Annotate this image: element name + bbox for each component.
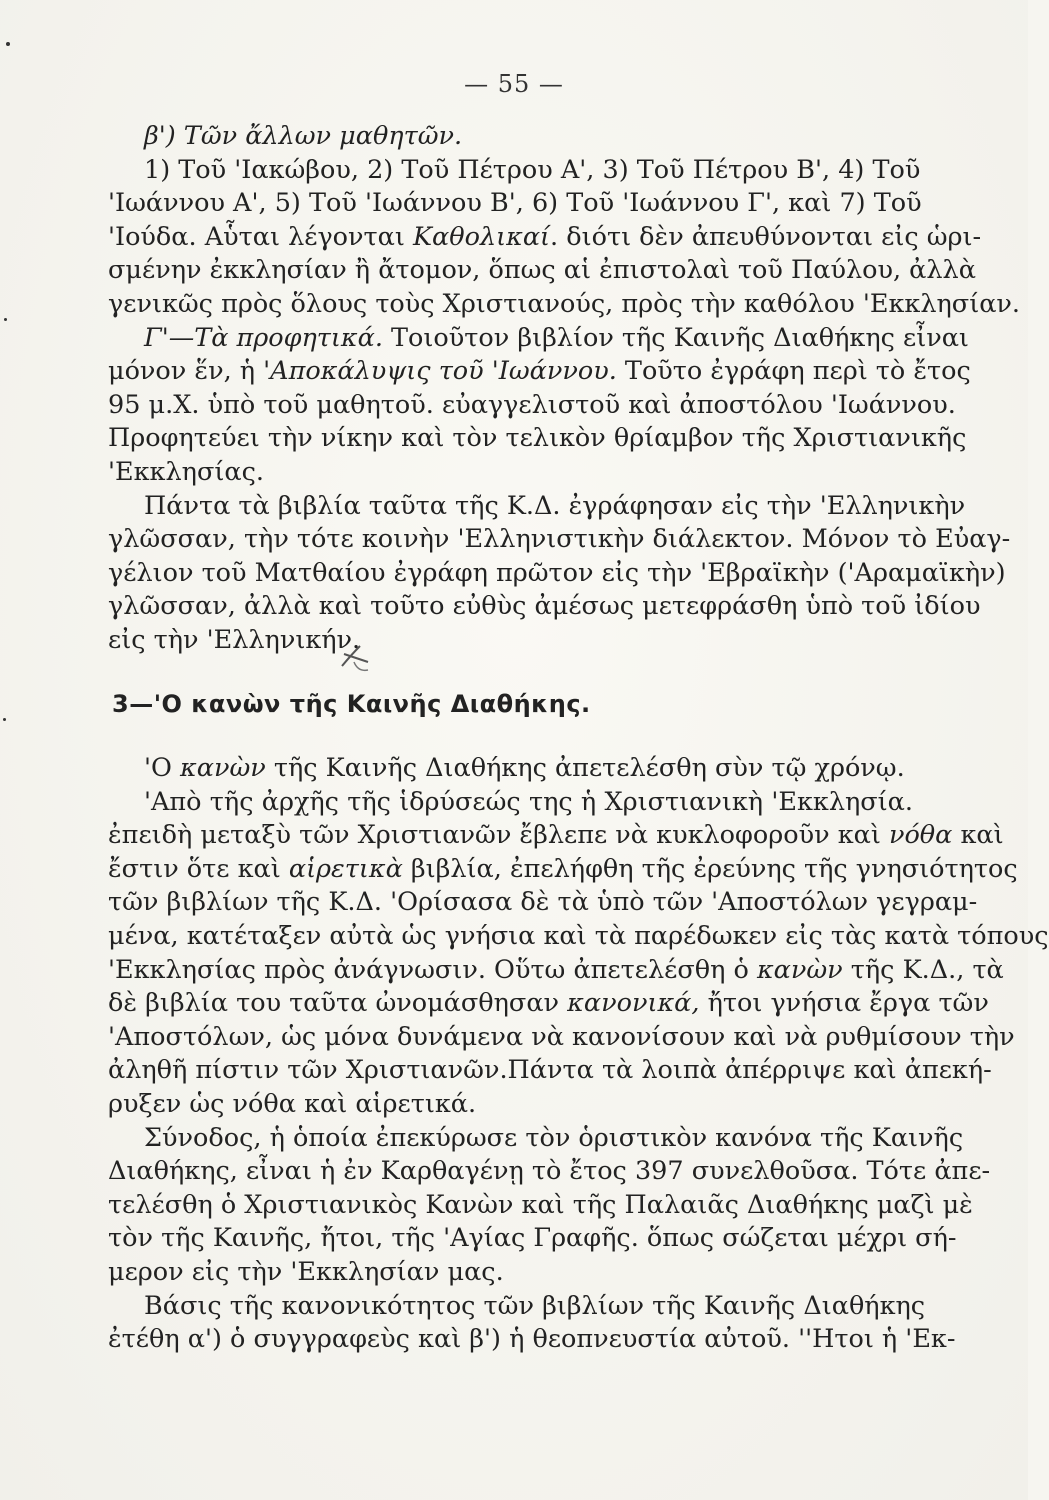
- text-block-canon: [108, 752, 1049, 1357]
- text-line: γλῶσσαν, τὴν τότε κοινὴν 'Ελληνιστικὴν διάλεκτον. Μόνον τὸ Εὐαγ-: [108, 524, 1011, 555]
- text-line: 'Ο κανὼν τῆς Καινῆς Διαθήκης ἀπετελέσθη σὺν τῷ χρόνῳ.: [144, 753, 905, 783]
- text-line: 1) Τοῦ 'Ιακώβου, 2) Τοῦ Πέτρου Α', 3) Τοῦ Πέτρου Β', 4) Τοῦ: [144, 154, 921, 185]
- text-line: Προφητεύει τὴν νίκην καὶ τὸν τελικὸν θρίαμβον τῆς Χριστιανικῆς: [108, 423, 967, 454]
- text-line: γενικῶς πρὸς ὅλους τοὺς Χριστιανούς, πρὸς τὴν καθόλου 'Εκκλησίαν.: [108, 288, 1021, 319]
- text-line: δὲ βιβλία του ταῦτα ὠνομάσθησαν κανονικά, ἤτοι γνήσια ἔργα τῶν: [108, 988, 989, 1019]
- text-line: σμένην ἐκκλησίαν ἢ ἄτομον, ὅπως αἱ ἐπιστολαὶ τοῦ Παύλου, ἀλλὰ: [108, 255, 976, 286]
- scan-speck: [3, 718, 6, 721]
- text-line: μερον εἰς τὴν 'Εκκλησίαν μας.: [108, 1256, 504, 1287]
- text-line: γλῶσσαν, ἀλλὰ καὶ τοῦτο εὐθὺς ἀμέσως μετεφράσθη ὑπὸ τοῦ ἰδίου: [108, 591, 981, 622]
- text-line: 'Ιούδα. Αὗται λέγονται Καθολικαί. διότι δὲν ἀπευθύνονται εἰς ὡρι-: [108, 221, 982, 252]
- text-line: μόνον ἕν, ἡ 'Αποκάλυψις τοῦ 'Ιωάννου. Τοῦτο ἐγράφη περὶ τὸ ἔτος: [108, 356, 971, 387]
- text-line: Πάντα τὰ βιβλία ταῦτα τῆς Κ.Δ. ἐγράφησαν εἰς τὴν 'Ελληνικὴν: [144, 490, 966, 521]
- handwritten-mark-icon: [338, 640, 374, 676]
- text-line: εἰς τὴν 'Ελληνικήν.: [108, 624, 361, 655]
- scan-speck: [6, 42, 10, 46]
- page-number: — 55 —: [464, 70, 564, 98]
- text-line: τῶν βιβλίων τῆς Κ.Δ. 'Ορίσασα δὲ τὰ ὑπὸ τῶν 'Αποστόλων γεγραμ-: [108, 887, 978, 918]
- text-line: 'Εκκλησίας πρὸς ἀνάγνωσιν. Οὕτω ἀπετελέσθη ὁ κανὼν τῆς Κ.Δ., τὰ: [108, 954, 1004, 985]
- text-line: ἔστιν ὅτε καὶ αἱρετικὰ βιβλία, ἐπελήφθη τῆς ἐρεύνης τῆς γνησιότητος: [108, 853, 1018, 884]
- text-line: Σύνοδος, ἡ ὁποία ἐπεκύρωσε τὸν ὁριστικὸν κανόνα τῆς Καινῆς: [144, 1122, 964, 1153]
- text-line: ρυξεν ὡς νόθα καὶ αἱρετικά.: [108, 1088, 477, 1119]
- text-line: 'Ιωάννου Α', 5) Τοῦ 'Ιωάννου Β', 6) Τοῦ 'Ιωάννου Γ', καὶ 7) Τοῦ: [108, 188, 922, 219]
- text-line: 'Αποστόλων, ὡς μόνα δυνάμενα νὰ κανονίσουν καὶ νὰ ρυθμίσουν τὴν: [108, 1021, 1015, 1052]
- text-line: Διαθήκης, εἶναι ἡ ἐν Καρθαγένῃ τὸ ἔτος 397 συνελθοῦσα. Τότε ἀπε-: [108, 1156, 991, 1187]
- text-line: ἐτέθη α') ὁ συγγραφεὺς καὶ β') ἡ θεοπνευστία αὐτοῦ. ''Ητοι ἡ 'Εκ-: [108, 1324, 956, 1355]
- text-line: μένα, κατέταξεν αὐτὰ ὡς γνήσια καὶ τὰ παρέδωκεν εἰς τὰς κατὰ τόπους: [108, 920, 1049, 951]
- text-line: 'Απὸ τῆς ἀρχῆς τῆς ἱδρύσεώς της ἡ Χριστιανικὴ 'Εκκλησία.: [144, 786, 913, 817]
- text-line: ἐπειδὴ μεταξὺ τῶν Χριστιανῶν ἔβλεπε νὰ κυκλοφοροῦν καὶ νόθα καὶ: [108, 820, 1004, 851]
- scan-speck: [4, 318, 7, 321]
- text-line: Βάσις τῆς κανονικότητος τῶν βιβλίων τῆς Καινῆς Διαθήκης: [144, 1290, 926, 1321]
- text-line: τὸν τῆς Καινῆς, ἤτοι, τῆς 'Αγίας Γραφῆς. ὅπως σώζεται μέχρι σή-: [108, 1223, 957, 1254]
- text-line: Γ'—Τὰ προφητικά. Τοιοῦτον βιβλίον τῆς Καινῆς Διαθήκης εἶναι: [144, 322, 969, 353]
- text-block-books: [108, 120, 1021, 658]
- text-line: ἀληθῆ πίστιν τῶν Χριστιανῶν.Πάντα τὰ λοιπὰ ἀπέρριψε καὶ ἀπεκή-: [108, 1055, 992, 1086]
- text-line: 'Εκκλησίας.: [108, 456, 264, 487]
- text-line: γέλιον τοῦ Ματθαίου ἐγράφη πρῶτον εἰς τὴν 'Εβραϊκὴν ('Αραμαϊκὴν): [108, 557, 1006, 588]
- text-line: τελέσθη ὁ Χριστιανικὸς Κανὼν καὶ τῆς Παλαιᾶς Διαθήκης μαζὶ μὲ: [108, 1189, 973, 1220]
- text-line: β') Τῶν ἄλλων μαθητῶν.: [144, 121, 463, 151]
- text-line: 95 μ.Χ. ὑπὸ τοῦ μαθητοῦ. εὐαγγελιστοῦ καὶ ἀποστόλου 'Ιωάννου.: [108, 389, 956, 420]
- section-heading: 3—'Ο κανὼν τῆς Καινῆς Διαθήκης.: [112, 690, 591, 718]
